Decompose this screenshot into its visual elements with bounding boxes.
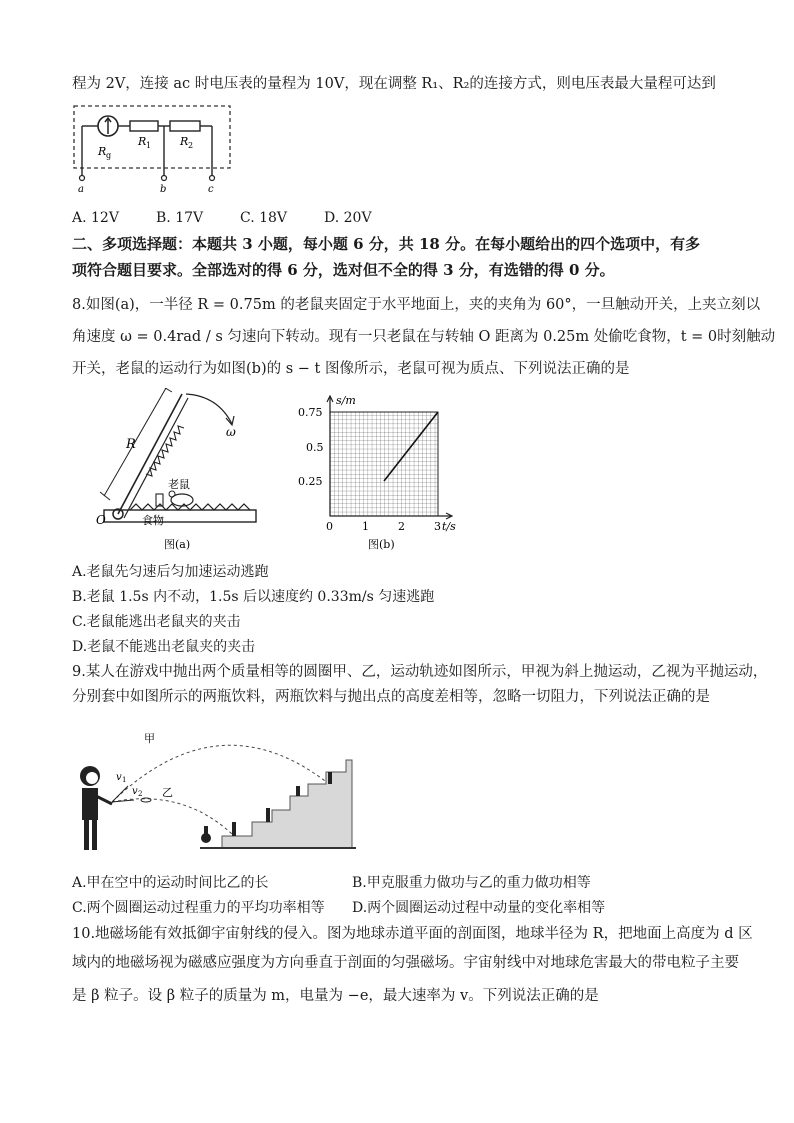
label-food: 食物 — [142, 514, 164, 527]
label-v2-sub: 2 — [138, 790, 143, 798]
q9-option-a: A.甲在空中的运动时间比乙的长 — [72, 875, 269, 891]
trajectory-jia — [112, 745, 334, 802]
bottle-icon — [328, 772, 332, 784]
label-R: R — [126, 437, 136, 452]
q9-option-b: B.甲克服重力做功与乙的重力做功相等 — [352, 875, 591, 891]
label-r1-sub: 1 — [146, 141, 152, 150]
label-omega: ω — [226, 425, 236, 439]
q10-text-line1: 10.地磁场能有效抵御宇宙射线的侵入。图为地球赤道平面的剖面图，地球半径为 R，把地面上高度为 d 区 — [72, 926, 753, 942]
q10-text-line3: 是 β 粒子。设 β 粒子的质量为 m，电量为 −e，最大速率为 v。下列说法正确的是 — [72, 988, 599, 1004]
q7-option-b: B. 17V — [156, 210, 204, 226]
tick-x-1: 1 — [362, 520, 369, 533]
tick-y-05: 0.5 — [306, 441, 324, 454]
label-mouse: 老鼠 — [168, 478, 190, 491]
section2-heading-line2: 项符合题目要求。全部选对的得 6 分，选对但不全的得 3 分，有选错的得 0 分。 — [72, 261, 615, 279]
label-v1: v — [116, 772, 122, 783]
resistor-r1-icon — [130, 121, 158, 131]
label-r2-sub: 2 — [188, 141, 194, 150]
terminal-b: b — [160, 184, 167, 194]
section2-heading-line1: 二、多项选择题：本题共 3 小题，每小题 6 分，共 18 分。在每小题给出的四个选项中，有多 — [72, 235, 701, 253]
label-r2: R — [180, 135, 189, 148]
label-rg: R — [98, 145, 107, 158]
q9-text-line1: 9.某人在游戏中抛出两个质量相等的圆圈甲、乙，运动轨迹如图所示，甲视为斜上抛运动，乙视为平抛运动， — [72, 664, 768, 680]
tick-y-075: 0.75 — [298, 406, 323, 419]
resistor-r2-icon — [170, 121, 200, 131]
label-v2: v — [132, 786, 138, 797]
q8-text-line2: 角速度 ω = 0.4rad / s 匀速向下转动。现有一只老鼠在与转轴 O 距离为 0.25m 处偷吃食物，t = 0时刻触动 — [72, 329, 776, 345]
q7-text-line: 程为 2V，连接 ac 时电压表的量程为 10V，现在调整 R₁、R₂的连接方式，则电压表最大量程可达到 — [72, 76, 716, 92]
caption-fig-b: 图(b) — [368, 538, 395, 551]
stairs-shelf — [222, 760, 352, 848]
graph-ylabel: s/m — [336, 394, 356, 407]
label-jia: 甲 — [144, 732, 155, 745]
label-v1-sub: 1 — [122, 776, 127, 784]
tick-x-0: 0 — [326, 520, 333, 533]
trajectory-yi — [112, 799, 232, 834]
q7-option-d: D. 20V — [324, 210, 372, 226]
q9-option-c: C.两个圆圈运动过程重力的平均功率相等 — [72, 900, 325, 916]
q8-text-line1: 8.如图(a)，一半径 R = 0.75m 的老鼠夹固定于水平地面上，夹的夹角为 60°，一旦触动开关，上夹立刻以 — [72, 297, 761, 313]
bottle-icon — [232, 822, 236, 836]
label-rg-sub: g — [106, 151, 112, 160]
q8-text-line3: 开关，老鼠的运动行为如图(b)的 s − t 图像所示，老鼠可视为质点、下列说法正确的是 — [72, 361, 630, 377]
q8-option-a: A.老鼠先匀速后匀加速运动逃跑 — [72, 564, 269, 580]
tick-x-3: 3 — [434, 520, 441, 533]
q7-option-a: A. 12V — [72, 210, 119, 226]
label-yi: 乙 — [162, 786, 173, 799]
q7-circuit-figure — [72, 104, 234, 198]
q8-figure-a-mousetrap — [90, 388, 265, 558]
q8-figure-b-st-graph — [292, 390, 467, 558]
q10-text-line2: 域内的地磁场视为磁感应强度为方向垂直于剖面的匀强磁场。宇宙射线中对地球危害最大的带电粒子主要 — [72, 955, 739, 971]
label-r1: R — [138, 135, 147, 148]
q9-text-line2: 分别套中如图所示的两瓶饮料，两瓶饮料与抛出点的高度差相等，忽略一切阻力，下列说法正确的是 — [72, 689, 710, 705]
graph-xlabel: t/s — [442, 520, 456, 533]
caption-fig-a: 图(a) — [164, 538, 191, 551]
tick-x-2: 2 — [398, 520, 405, 533]
q8-option-d: D.老鼠不能逃出老鼠夹的夹击 — [72, 639, 256, 655]
q9-figure-ring-toss — [72, 716, 362, 866]
label-O: O — [96, 513, 106, 527]
q8-option-b: B.老鼠 1.5s 内不动，1.5s 后以速度约 0.33m/s 匀速逃跑 — [72, 589, 435, 605]
terminal-c: c — [208, 184, 214, 194]
terminal-a: a — [78, 184, 84, 194]
q7-option-c: C. 18V — [240, 210, 288, 226]
q9-option-d: D.两个圆圈运动过程中动量的变化率相等 — [352, 900, 606, 916]
bottle-icon — [296, 786, 300, 796]
bottle-icon — [266, 808, 270, 822]
q8-option-c: C.老鼠能逃出老鼠夹的夹击 — [72, 614, 241, 630]
tick-y-025: 0.25 — [298, 475, 323, 488]
